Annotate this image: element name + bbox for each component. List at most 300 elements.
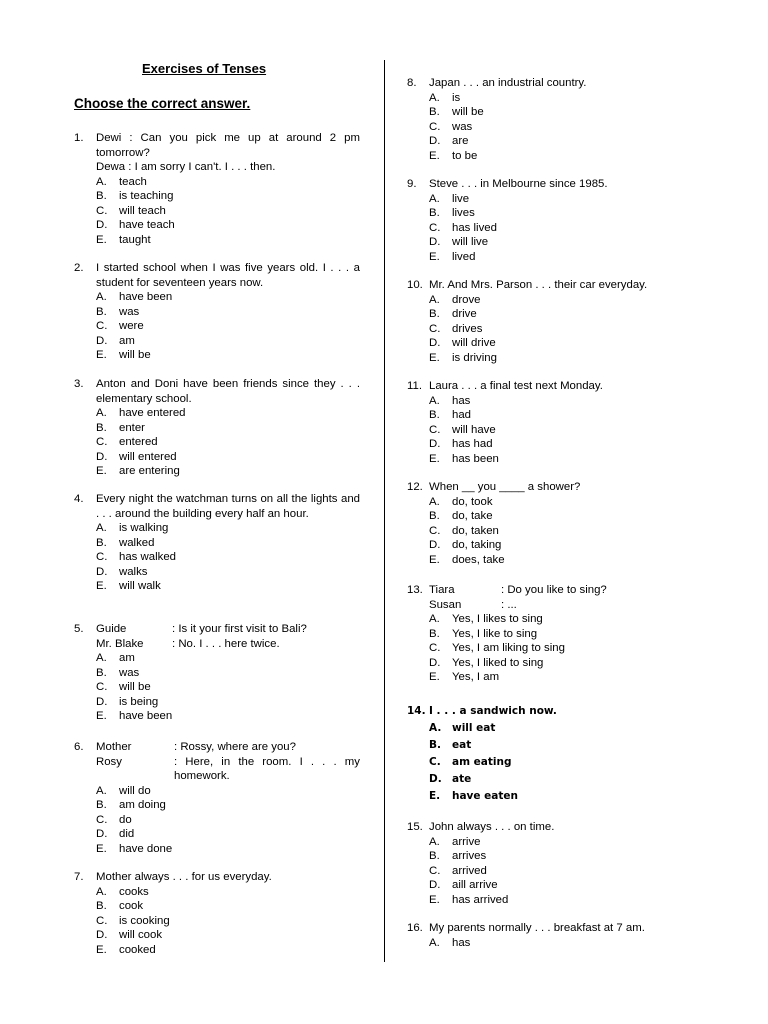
option-letter: D.: [96, 219, 108, 231]
option-text: have teach: [119, 219, 175, 231]
option-letter: B.: [96, 421, 107, 434]
option-letter: D.: [96, 929, 108, 941]
option-letter: C.: [429, 756, 441, 768]
answer-option[interactable]: [407, 641, 695, 656]
option-text: did: [119, 828, 135, 840]
answer-option[interactable]: [407, 524, 695, 539]
dialog-line: [74, 637, 360, 652]
option-letter: E.: [96, 233, 107, 246]
question-4: [74, 492, 360, 594]
option-letter: E.: [429, 351, 440, 364]
answer-option[interactable]: [74, 885, 360, 900]
option-letter: D.: [429, 879, 441, 891]
option-letter: B.: [429, 850, 440, 862]
question-stem: [74, 870, 360, 885]
question-number: 3.: [74, 378, 84, 390]
question-text: Every night the watchman turns on all the lights and . . . around the building every half an hour.: [96, 493, 360, 520]
answer-option[interactable]: [407, 553, 695, 568]
answer-option[interactable]: [74, 784, 360, 799]
option-text: have been: [119, 291, 173, 303]
question-number: 10.: [407, 279, 423, 291]
option-letter: A.: [429, 495, 440, 508]
answer-option[interactable]: [407, 293, 695, 308]
question-15: [407, 820, 695, 907]
question-stem: [407, 820, 695, 835]
option-letter: C.: [429, 221, 441, 234]
dialog-body: [96, 622, 360, 637]
option-text: to be: [452, 149, 478, 162]
speaker-name: Tiara: [429, 584, 455, 596]
option-letter: D.: [429, 438, 441, 450]
option-text: have been: [119, 710, 173, 722]
option-text: will eat: [452, 722, 496, 734]
option-text: walked: [119, 536, 155, 549]
dialog-body: [96, 740, 360, 755]
question-number: 5.: [74, 623, 84, 635]
question-stem: [407, 703, 695, 720]
answer-option[interactable]: [407, 91, 695, 106]
question-text: Dewa : I am sorry I can't. I . . . then.: [96, 161, 276, 173]
option-letter: B.: [96, 190, 107, 202]
dialog-body: [96, 637, 360, 652]
option-text: has arrived: [452, 893, 509, 906]
answer-option[interactable]: [407, 627, 695, 642]
option-letter: A.: [429, 293, 440, 306]
answer-option[interactable]: [74, 695, 360, 710]
option-text: Yes, I like to sing: [452, 627, 538, 640]
question-6: [74, 740, 360, 856]
option-letter: C.: [96, 914, 108, 927]
option-text: is being: [119, 695, 159, 708]
answer-option[interactable]: [407, 849, 695, 864]
answer-option[interactable]: [74, 348, 360, 363]
option-text: is: [452, 91, 461, 104]
answer-option[interactable]: [74, 189, 360, 204]
option-text: drive: [452, 308, 477, 320]
question-number: 12.: [407, 481, 423, 493]
question-text: When __ you ____ a shower?: [429, 481, 581, 493]
option-text: has: [452, 936, 471, 949]
option-text: Yes, I likes to sing: [452, 613, 543, 625]
answer-option[interactable]: [74, 914, 360, 929]
question-stem: [74, 377, 360, 406]
option-text: walks: [119, 565, 148, 578]
dialog-text: : Is it your first visit to Bali?: [172, 623, 307, 635]
option-text: cook: [119, 900, 144, 912]
answer-option[interactable]: [407, 206, 695, 221]
option-text: entered: [119, 436, 158, 448]
option-text: eat: [452, 739, 472, 751]
question-number: [74, 755, 96, 784]
answer-option[interactable]: [74, 305, 360, 320]
answer-option[interactable]: [407, 788, 695, 805]
dialog-line: [74, 755, 360, 784]
option-text: lived: [452, 250, 476, 263]
option-letter: D.: [96, 695, 108, 708]
page-title: Exercises of Tenses: [142, 61, 267, 76]
dialog-line: [74, 622, 360, 637]
option-letter: C.: [429, 120, 441, 133]
answer-option[interactable]: [407, 936, 695, 951]
answer-option[interactable]: [407, 437, 695, 452]
option-letter: C.: [429, 423, 441, 436]
option-letter: B.: [96, 799, 107, 811]
question-number: [407, 598, 429, 613]
answer-option[interactable]: [74, 450, 360, 465]
question-text: Japan . . . an industrial country.: [429, 77, 587, 89]
answer-option[interactable]: [407, 336, 695, 351]
dialog-body: [429, 598, 695, 613]
option-letter: A.: [429, 722, 442, 734]
answer-option[interactable]: [74, 536, 360, 551]
question-text: Anton and Doni have been friends since they . . . elementary school.: [96, 378, 360, 405]
question-text: Dewi : Can you pick me up at around 2 pm tomorrow?: [96, 132, 360, 159]
option-letter: D.: [429, 539, 441, 551]
option-text: taught: [119, 233, 151, 246]
option-text: do, take: [452, 510, 493, 522]
answer-option[interactable]: [74, 827, 360, 842]
answer-option[interactable]: [407, 670, 695, 685]
answer-option[interactable]: [74, 842, 360, 857]
option-text: Yes, I am liking to sing: [452, 642, 565, 654]
option-letter: D.: [96, 828, 108, 840]
answer-option[interactable]: [407, 737, 695, 754]
question-text: Mother always . . . for us everyday.: [96, 871, 272, 883]
question-stem: [407, 278, 695, 293]
answer-option[interactable]: [74, 290, 360, 305]
option-text: are: [452, 135, 469, 147]
option-text: am: [119, 652, 135, 664]
option-text: lives: [452, 207, 475, 219]
answer-option[interactable]: [407, 656, 695, 671]
option-text: do: [119, 813, 132, 826]
answer-option[interactable]: [74, 406, 360, 421]
option-letter: B.: [96, 536, 107, 549]
answer-option[interactable]: [74, 709, 360, 724]
option-text: had: [452, 409, 472, 421]
option-letter: A.: [429, 835, 440, 848]
option-text: do, took: [452, 495, 493, 508]
answer-option[interactable]: [74, 813, 360, 828]
answer-option[interactable]: [407, 192, 695, 207]
option-letter: B.: [429, 739, 441, 751]
option-text: Yes, I liked to sing: [452, 656, 544, 669]
speaker-name: Mr. Blake: [96, 637, 144, 650]
answer-option[interactable]: [74, 218, 360, 233]
option-text: arrive: [452, 835, 481, 848]
answer-option[interactable]: [407, 754, 695, 771]
column-divider: [384, 60, 385, 962]
option-text: has walked: [119, 551, 176, 563]
answer-option[interactable]: [407, 509, 695, 524]
question-11: [407, 379, 695, 466]
answer-option[interactable]: [407, 893, 695, 908]
answer-option[interactable]: [74, 233, 360, 248]
option-letter: E.: [96, 465, 107, 477]
option-text: will cook: [119, 929, 163, 941]
dialog-body: [429, 583, 695, 598]
question-stem: [407, 379, 695, 394]
option-text: Yes, I am: [452, 671, 500, 683]
option-text: will live: [452, 236, 489, 248]
answer-option[interactable]: [407, 394, 695, 409]
speaker-name: Susan: [429, 598, 462, 611]
answer-option[interactable]: [407, 351, 695, 366]
option-text: aill arrive: [452, 879, 498, 891]
question-stem: [407, 921, 695, 936]
question-number: 16.: [407, 922, 423, 934]
option-letter: C.: [96, 204, 108, 217]
option-text: will be: [119, 349, 151, 361]
answer-option[interactable]: [74, 680, 360, 695]
speaker-name: Rosy: [96, 755, 122, 768]
dialog-body: [96, 755, 360, 784]
option-letter: A.: [96, 175, 107, 188]
option-letter: E.: [429, 790, 441, 802]
question-number: 11.: [407, 380, 422, 392]
question-text: Steve . . . in Melbourne since 1985.: [429, 178, 608, 190]
option-letter: D.: [96, 450, 108, 463]
answer-option[interactable]: [407, 134, 695, 149]
option-text: has: [452, 394, 471, 407]
option-letter: B.: [429, 510, 440, 522]
dialog-line: [407, 583, 695, 598]
option-text: live: [452, 192, 470, 205]
question-7: [74, 870, 360, 957]
answer-option[interactable]: [407, 322, 695, 337]
answer-option[interactable]: [407, 105, 695, 120]
option-text: will teach: [119, 204, 166, 217]
option-letter: A.: [96, 652, 107, 664]
question-stem: [74, 261, 360, 290]
answer-option[interactable]: [74, 928, 360, 943]
option-letter: D.: [429, 337, 441, 349]
answer-option[interactable]: [407, 120, 695, 135]
option-text: have entered: [119, 407, 186, 419]
option-letter: E.: [96, 580, 107, 592]
answer-option[interactable]: [407, 771, 695, 788]
option-text: arrived: [452, 864, 487, 877]
question-text: Mr. And Mrs. Parson . . . their car everyday.: [429, 279, 648, 291]
answer-option[interactable]: [74, 565, 360, 580]
option-letter: C.: [96, 551, 108, 563]
option-letter: E.: [429, 893, 440, 906]
answer-option[interactable]: [407, 423, 695, 438]
option-text: is walking: [119, 522, 169, 534]
question-number: 14.: [407, 705, 426, 717]
option-text: does, take: [452, 553, 505, 566]
option-text: was: [452, 120, 473, 133]
dialog-line: [407, 598, 695, 613]
question-stem: [74, 492, 360, 521]
option-text: cooks: [119, 885, 149, 898]
answer-option[interactable]: [407, 538, 695, 553]
option-text: do, taking: [452, 539, 502, 551]
option-text: teach: [119, 175, 147, 188]
answer-option[interactable]: [74, 421, 360, 436]
question-number: 2.: [74, 262, 84, 274]
question-2: [74, 261, 360, 363]
option-text: was: [119, 305, 140, 318]
option-letter: C.: [429, 642, 441, 654]
option-text: have done: [119, 842, 173, 855]
answer-option[interactable]: [74, 521, 360, 536]
answer-option[interactable]: [74, 334, 360, 349]
option-letter: E.: [429, 452, 440, 465]
option-text: do, taken: [452, 524, 499, 537]
answer-option[interactable]: [74, 579, 360, 594]
option-letter: B.: [429, 627, 440, 640]
question-5: [74, 622, 360, 724]
question-stem: [74, 160, 360, 175]
question-1: [74, 131, 360, 247]
answer-option[interactable]: [407, 864, 695, 879]
option-letter: C.: [96, 813, 108, 826]
question-number: 7.: [74, 871, 84, 883]
option-text: am doing: [119, 799, 166, 811]
question-number: 4.: [74, 493, 84, 505]
answer-option[interactable]: [407, 720, 695, 737]
option-text: has been: [452, 452, 499, 465]
option-letter: C.: [429, 322, 441, 335]
answer-option[interactable]: [74, 204, 360, 219]
option-letter: C.: [429, 524, 441, 537]
dialog-line: [74, 740, 360, 755]
question-number: 15.: [407, 821, 423, 833]
option-letter: A.: [96, 407, 107, 419]
question-16: [407, 921, 695, 950]
option-text: was: [119, 666, 140, 679]
question-text: My parents normally . . . breakfast at 7 am.: [429, 922, 645, 934]
option-text: are entering: [119, 465, 180, 477]
answer-option[interactable]: [74, 943, 360, 958]
question-12: [407, 480, 695, 567]
option-text: have eaten: [452, 790, 519, 802]
dialog-text: : ...: [501, 598, 517, 611]
question-text: I started school when I was five years old. I . . . a student for seventeen years now.: [96, 262, 360, 289]
option-letter: D.: [429, 656, 441, 669]
option-letter: E.: [96, 710, 107, 722]
option-letter: B.: [429, 308, 440, 320]
option-text: ate: [452, 773, 472, 785]
question-stem: [407, 177, 695, 192]
option-letter: A.: [96, 522, 107, 534]
question-14: [407, 703, 695, 805]
answer-option[interactable]: [407, 149, 695, 164]
answer-option[interactable]: [407, 612, 695, 627]
answer-option[interactable]: [407, 452, 695, 467]
option-letter: A.: [96, 784, 107, 797]
option-letter: B.: [429, 409, 440, 421]
instructions-heading: Choose the correct answer.: [74, 96, 251, 111]
answer-option[interactable]: [74, 899, 360, 914]
dialog-text: : Do you like to sing?: [501, 584, 607, 596]
option-letter: B.: [96, 900, 107, 912]
option-letter: A.: [96, 885, 107, 898]
question-stem: [74, 131, 360, 160]
question-13: [407, 583, 695, 685]
option-letter: A.: [96, 291, 107, 303]
option-letter: D.: [96, 334, 108, 347]
answer-option[interactable]: [407, 235, 695, 250]
option-letter: A.: [429, 91, 440, 104]
answer-option[interactable]: [407, 221, 695, 236]
question-9: [407, 177, 695, 264]
option-text: will drive: [452, 337, 496, 349]
option-letter: B.: [429, 207, 440, 219]
option-text: drove: [452, 293, 481, 306]
option-text: will be: [119, 681, 151, 693]
option-letter: D.: [429, 135, 441, 147]
question-number: 13.: [407, 584, 423, 596]
option-letter: E.: [96, 943, 107, 956]
answer-option[interactable]: [74, 175, 360, 190]
option-letter: E.: [96, 349, 107, 361]
option-letter: C.: [96, 436, 108, 448]
answer-option[interactable]: [74, 464, 360, 479]
option-letter: D.: [96, 565, 108, 578]
dialog-text: : Rossy, where are you?: [174, 741, 296, 753]
option-text: will walk: [119, 580, 161, 592]
question-10: [407, 278, 695, 365]
answer-option[interactable]: [74, 666, 360, 681]
question-stem: [407, 480, 695, 495]
answer-option[interactable]: [74, 319, 360, 334]
answer-option[interactable]: [407, 835, 695, 850]
option-letter: C.: [96, 681, 108, 693]
speaker-name: Mother: [96, 741, 132, 753]
question-number: 8.: [407, 77, 417, 89]
option-letter: A.: [429, 936, 440, 949]
question-text: Laura . . . a final test next Monday.: [429, 380, 603, 392]
answer-option[interactable]: [407, 878, 695, 893]
answer-option[interactable]: [407, 307, 695, 322]
option-letter: E.: [429, 553, 440, 566]
question-number: 6.: [74, 741, 84, 753]
option-letter: E.: [429, 250, 440, 263]
option-letter: B.: [96, 305, 107, 318]
question-3: [74, 377, 360, 479]
question-text: John always . . . on time.: [429, 821, 555, 833]
answer-option[interactable]: [407, 495, 695, 510]
option-letter: B.: [96, 666, 107, 679]
option-text: will have: [452, 423, 496, 436]
option-text: is cooking: [119, 914, 170, 927]
option-letter: E.: [96, 842, 107, 855]
answer-option[interactable]: [407, 250, 695, 265]
option-text: will do: [119, 784, 151, 797]
option-text: is teaching: [119, 190, 174, 202]
answer-option[interactable]: [74, 435, 360, 450]
answer-option[interactable]: [74, 798, 360, 813]
option-letter: C.: [429, 864, 441, 877]
answer-option[interactable]: [74, 550, 360, 565]
option-text: am: [119, 334, 135, 347]
option-text: drives: [452, 322, 483, 335]
speaker-name: Guide: [96, 623, 127, 635]
option-letter: A.: [429, 613, 440, 625]
question-stem: [407, 76, 695, 91]
answer-option[interactable]: [407, 408, 695, 423]
option-letter: B.: [429, 106, 440, 118]
dialog-text: : No. I . . . here twice.: [172, 637, 280, 650]
option-letter: D.: [429, 773, 442, 785]
option-letter: E.: [429, 671, 440, 683]
option-text: will entered: [119, 450, 177, 463]
answer-option[interactable]: [74, 651, 360, 666]
option-letter: E.: [429, 149, 440, 162]
option-text: has lived: [452, 221, 497, 234]
